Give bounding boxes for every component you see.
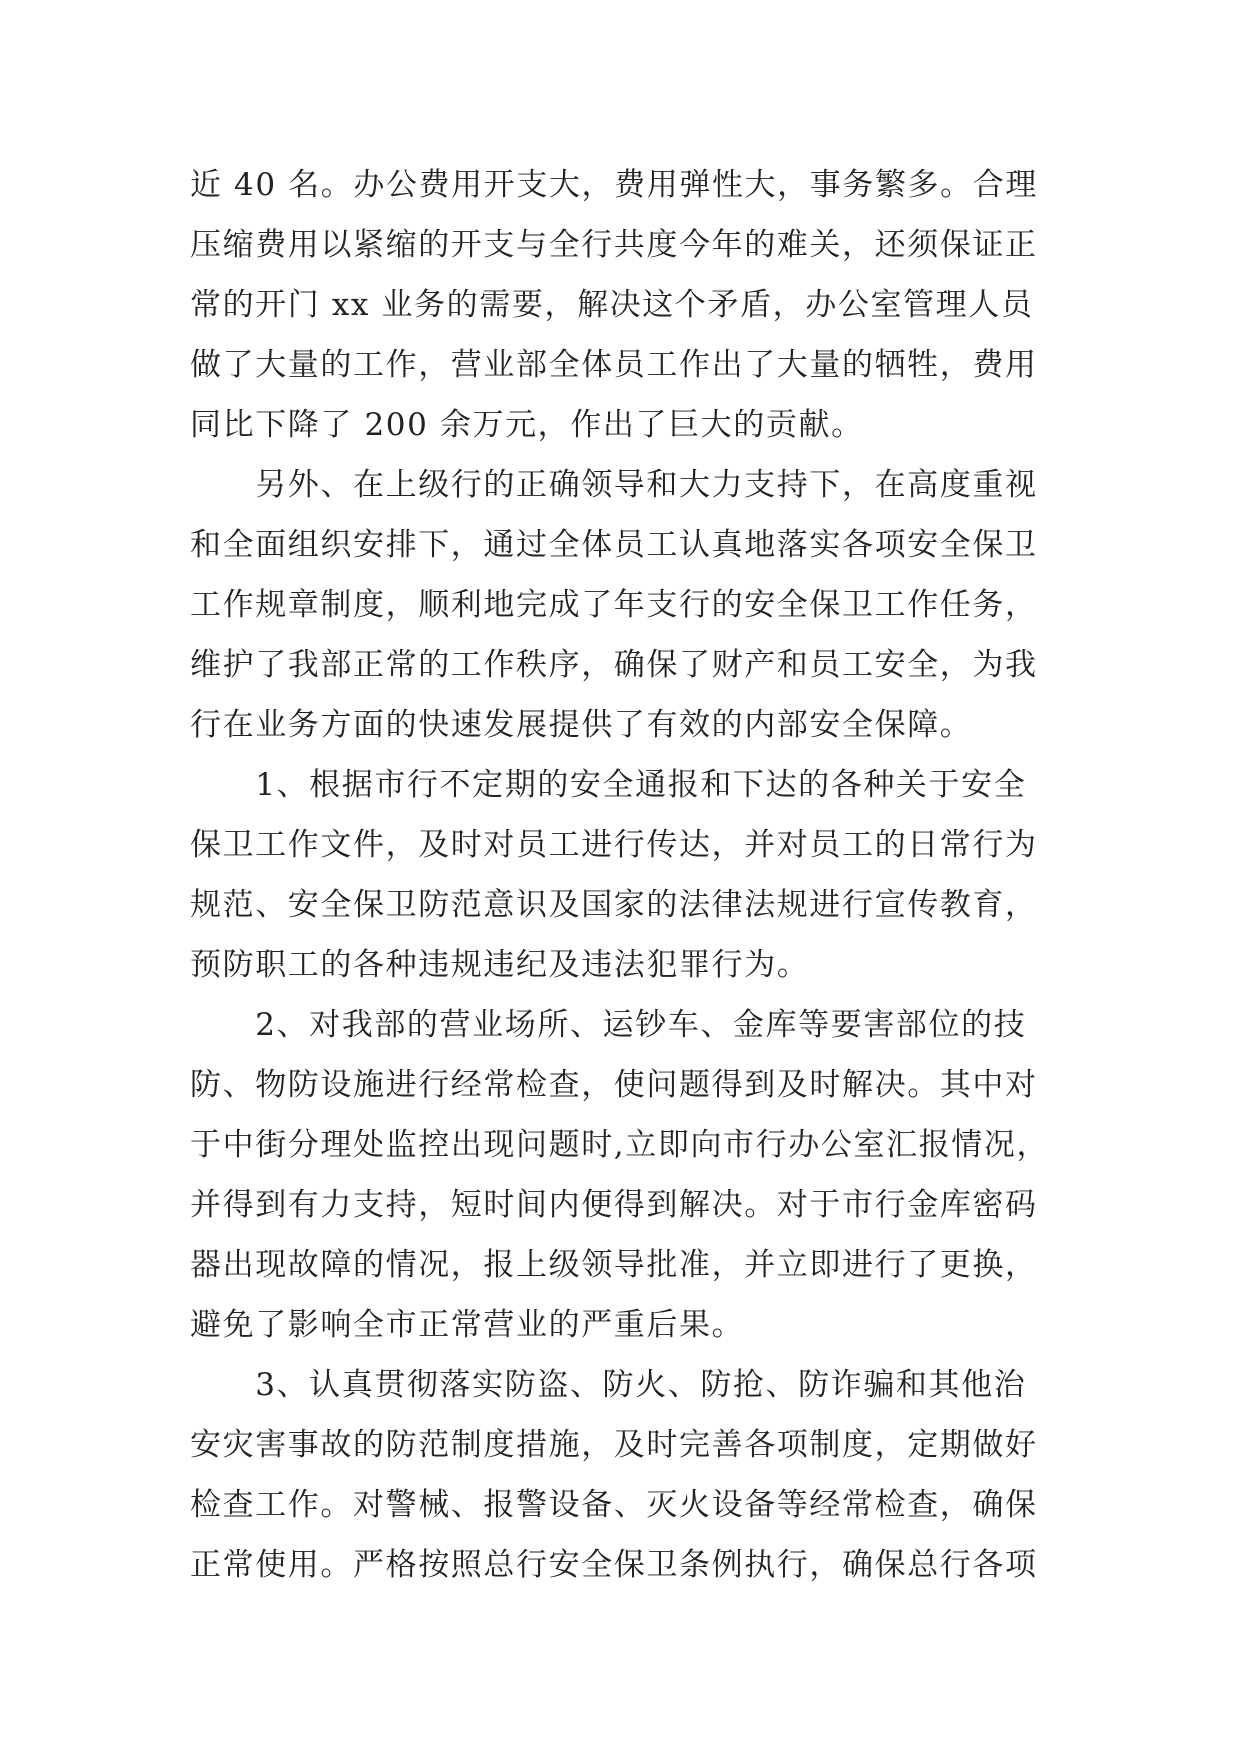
text-line: 2、对我部的营业场所、运钞车、金库等要害部位的技 <box>190 1007 1027 1043</box>
text-line: 预防职工的各种违规违纪及违法犯罪行为。 <box>190 947 810 983</box>
text-line: 近 40 名。办公费用开支大，费用弹性大，事务繁多。合理 <box>190 167 1038 203</box>
text-line: 做了大量的工作，营业部全体员工作出了大量的牺牲，费用 <box>190 347 1038 383</box>
text-line: 于中街分理处监控出现问题时,立即向市行办公室汇报情况， <box>190 1127 1050 1163</box>
document-body <box>190 155 1050 1595</box>
text-line: 压缩费用以紧缩的开支与全行共度今年的难关，还须保证正 <box>190 227 1038 263</box>
text-line: 3、认真贯彻落实防盗、防火、防抢、防诈骗和其他治 <box>190 1367 1027 1403</box>
text-line: 和全面组织安排下，通过全体员工认真地落实各项安全保卫 <box>190 527 1038 563</box>
text-line: 正常使用。严格按照总行安全保卫条例执行，确保总行各项 <box>190 1547 1038 1583</box>
text-line: 防、物防设施进行经常检查，使问题得到及时解决。其中对 <box>190 1067 1038 1103</box>
text-line: 规范、安全保卫防范意识及国家的法律法规进行宣传教育， <box>190 887 1038 923</box>
text-line: 同比下降了 200 余万元，作出了巨大的贡献。 <box>190 407 864 443</box>
text-line: 器出现故障的情况，报上级领导批准，并立即进行了更换， <box>190 1247 1038 1283</box>
text-line: 检查工作。对警械、报警设备、灭火设备等经常检查，确保 <box>190 1487 1038 1523</box>
text-line: 避免了影响全市正常营业的严重后果。 <box>190 1307 745 1343</box>
text-line: 并得到有力支持，短时间内便得到解决。对于市行金库密码 <box>190 1187 1038 1223</box>
text-line: 工作规章制度，顺利地完成了年支行的安全保卫工作任务， <box>190 587 1038 623</box>
text-line: 保卫工作文件，及时对员工进行传达，并对员工的日常行为 <box>190 827 1038 863</box>
text-line: 行在业务方面的快速发展提供了有效的内部安全保障。 <box>190 707 973 743</box>
text-line: 常的开门 xx 业务的需要，解决这个矛盾，办公室管理人员 <box>190 287 1034 323</box>
text-line: 安灾害事故的防范制度措施，及时完善各项制度，定期做好 <box>190 1427 1038 1463</box>
text-line: 维护了我部正常的工作秩序，确保了财产和员工安全，为我 <box>190 647 1038 683</box>
text-line: 另外、在上级行的正确领导和大力支持下，在高度重视 <box>190 467 1038 503</box>
text-line: 1、根据市行不定期的安全通报和下达的各种关于安全 <box>190 767 1027 803</box>
